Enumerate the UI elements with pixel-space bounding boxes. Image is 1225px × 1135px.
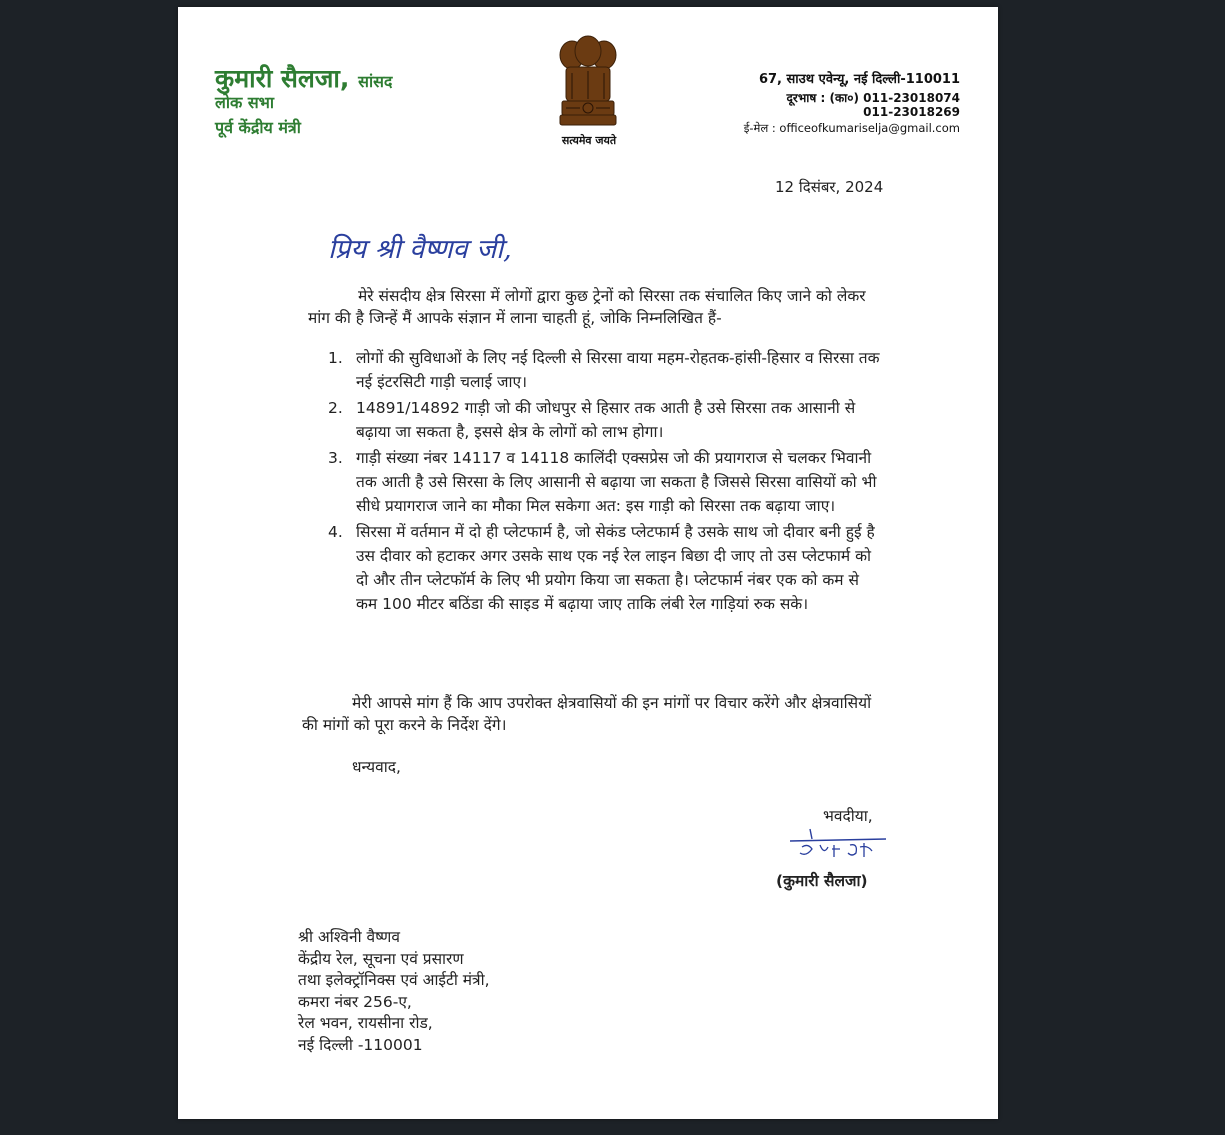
closing-paragraph: मेरी आपसे मांग हैं कि आप उपरोक्त क्षेत्रवासियों की इन मांगों पर विचार करेंगे और क्षेत्रवासियों की मांगों को पूरा करने के निर्देश देंगे।	[302, 694, 872, 734]
recipient-name: श्री अश्विनी वैष्णव	[298, 928, 400, 946]
sender-name-signoff: (कुमारी सैलजा)	[776, 872, 868, 890]
list-item-number: 4.	[328, 523, 343, 541]
recipient-line: कमरा नंबर 256-ए,	[298, 992, 412, 1011]
sender-address: 67, साउथ एवेन्यू, नई दिल्ली-110011	[758, 72, 960, 87]
list-item-text: गाड़ी संख्या नंबर 14117 व 14118 कालिंदी एक्सप्रेस जो की प्रयागराज से चलकर भिवानी तक आती है उसे सिरसा के लिए आसानी से बढ़ाया जा सकता है जिससे सिरसा वासियों को भी सीधे प्रयागराज जाने का मौका मिल सकेगा अत: इस गाड़ी को सिरसा तक बढ़ाया जाए।	[356, 449, 877, 515]
list-item-number: 2.	[328, 399, 343, 417]
list-item-text: 14891/14892 गाड़ी जो की जोधपुर से हिसार तक आती है उसे सिरसा तक आसानी से बढ़ाया जा सकता है, इससे क्षेत्र के लोगों को लाभ होगा।	[356, 399, 856, 441]
thanks-line: धन्यवाद,	[352, 758, 401, 776]
recipient-line: तथा इलेक्ट्रॉनिक्स एवं आईटी मंत्री,	[298, 971, 490, 989]
letterhead-lok-sabha: लोक सभा	[215, 93, 275, 112]
intro-paragraph: मेरे संसदीय क्षेत्र सिरसा में लोगों द्वारा कुछ ट्रेनों को सिरसा तक संचालित किए जाने को लेकर मांग की है जिन्हें मैं आपके संज्ञान में लाना चाहती हूं, जोकि निम्नलिखित हैं-	[308, 287, 866, 327]
list-item-number: 3.	[328, 449, 343, 467]
handwritten-signature	[788, 827, 888, 861]
sender-email: ई-मेल : officeofkumariselja@gmail.com	[743, 121, 960, 135]
list-item-number: 1.	[328, 349, 343, 367]
sender-name-heading: कुमारी सैलजा,	[215, 64, 350, 93]
letterhead-name	[215, 61, 392, 95]
recipient-line: रेल भवन, रायसीना रोड,	[298, 1014, 433, 1032]
emblem-motto: सत्यमेव जयते	[561, 134, 617, 147]
letter-date: 12 दिसंबर, 2024	[775, 178, 884, 196]
sender-phone-primary: दूरभाष : (का०) 011-23018074	[786, 91, 960, 105]
handwritten-salutation: प्रिय श्री वैष्णव जी,	[328, 234, 512, 265]
list-item	[328, 446, 884, 518]
letter-page	[178, 7, 998, 1119]
national-emblem-icon	[552, 33, 624, 133]
list-item-text: लोगों की सुविधाओं के लिए नई दिल्ली से सिरसा वाया महम-रोहतक-हांसी-हिसार व सिरसा तक नई इंटरसिटी गाड़ी चलाई जाए।	[356, 349, 880, 391]
list-item-text: सिरसा में वर्तमान में दो ही प्लेटफार्म है, जो सेकंड प्लेटफार्म है उसके साथ जो दीवार बनी हुई है उस दीवार को हटाकर अगर उसके साथ एक नई रेल लाइन बिछा दी जाए तो उस प्लेटफार्म को दो और तीन प्लेटफॉर्म के लिए भी प्रयोग किया जा सकता है। प्लेटफार्म नंबर एक को कम से कम 100 मीटर बठिंडा की साइड में बढ़ाया जाए ताकि लंबी रेल गाड़ियां रुक सके।	[356, 523, 875, 613]
recipient-address-block	[298, 927, 490, 1056]
yours-faithfully: भवदीया,	[823, 807, 873, 825]
sender-role: सांसद	[358, 72, 393, 91]
sender-phone-secondary: 011-23018269	[863, 105, 960, 119]
recipient-line: नई दिल्ली -110001	[298, 1035, 423, 1054]
recipient-line: केंद्रीय रेल, सूचना एवं प्रसारण	[298, 949, 464, 968]
demand-list	[328, 346, 884, 618]
list-item	[328, 346, 884, 394]
list-item	[328, 396, 884, 444]
letterhead-former-minister: पूर्व केंद्रीय मंत्री	[215, 118, 301, 137]
list-item	[328, 520, 884, 616]
